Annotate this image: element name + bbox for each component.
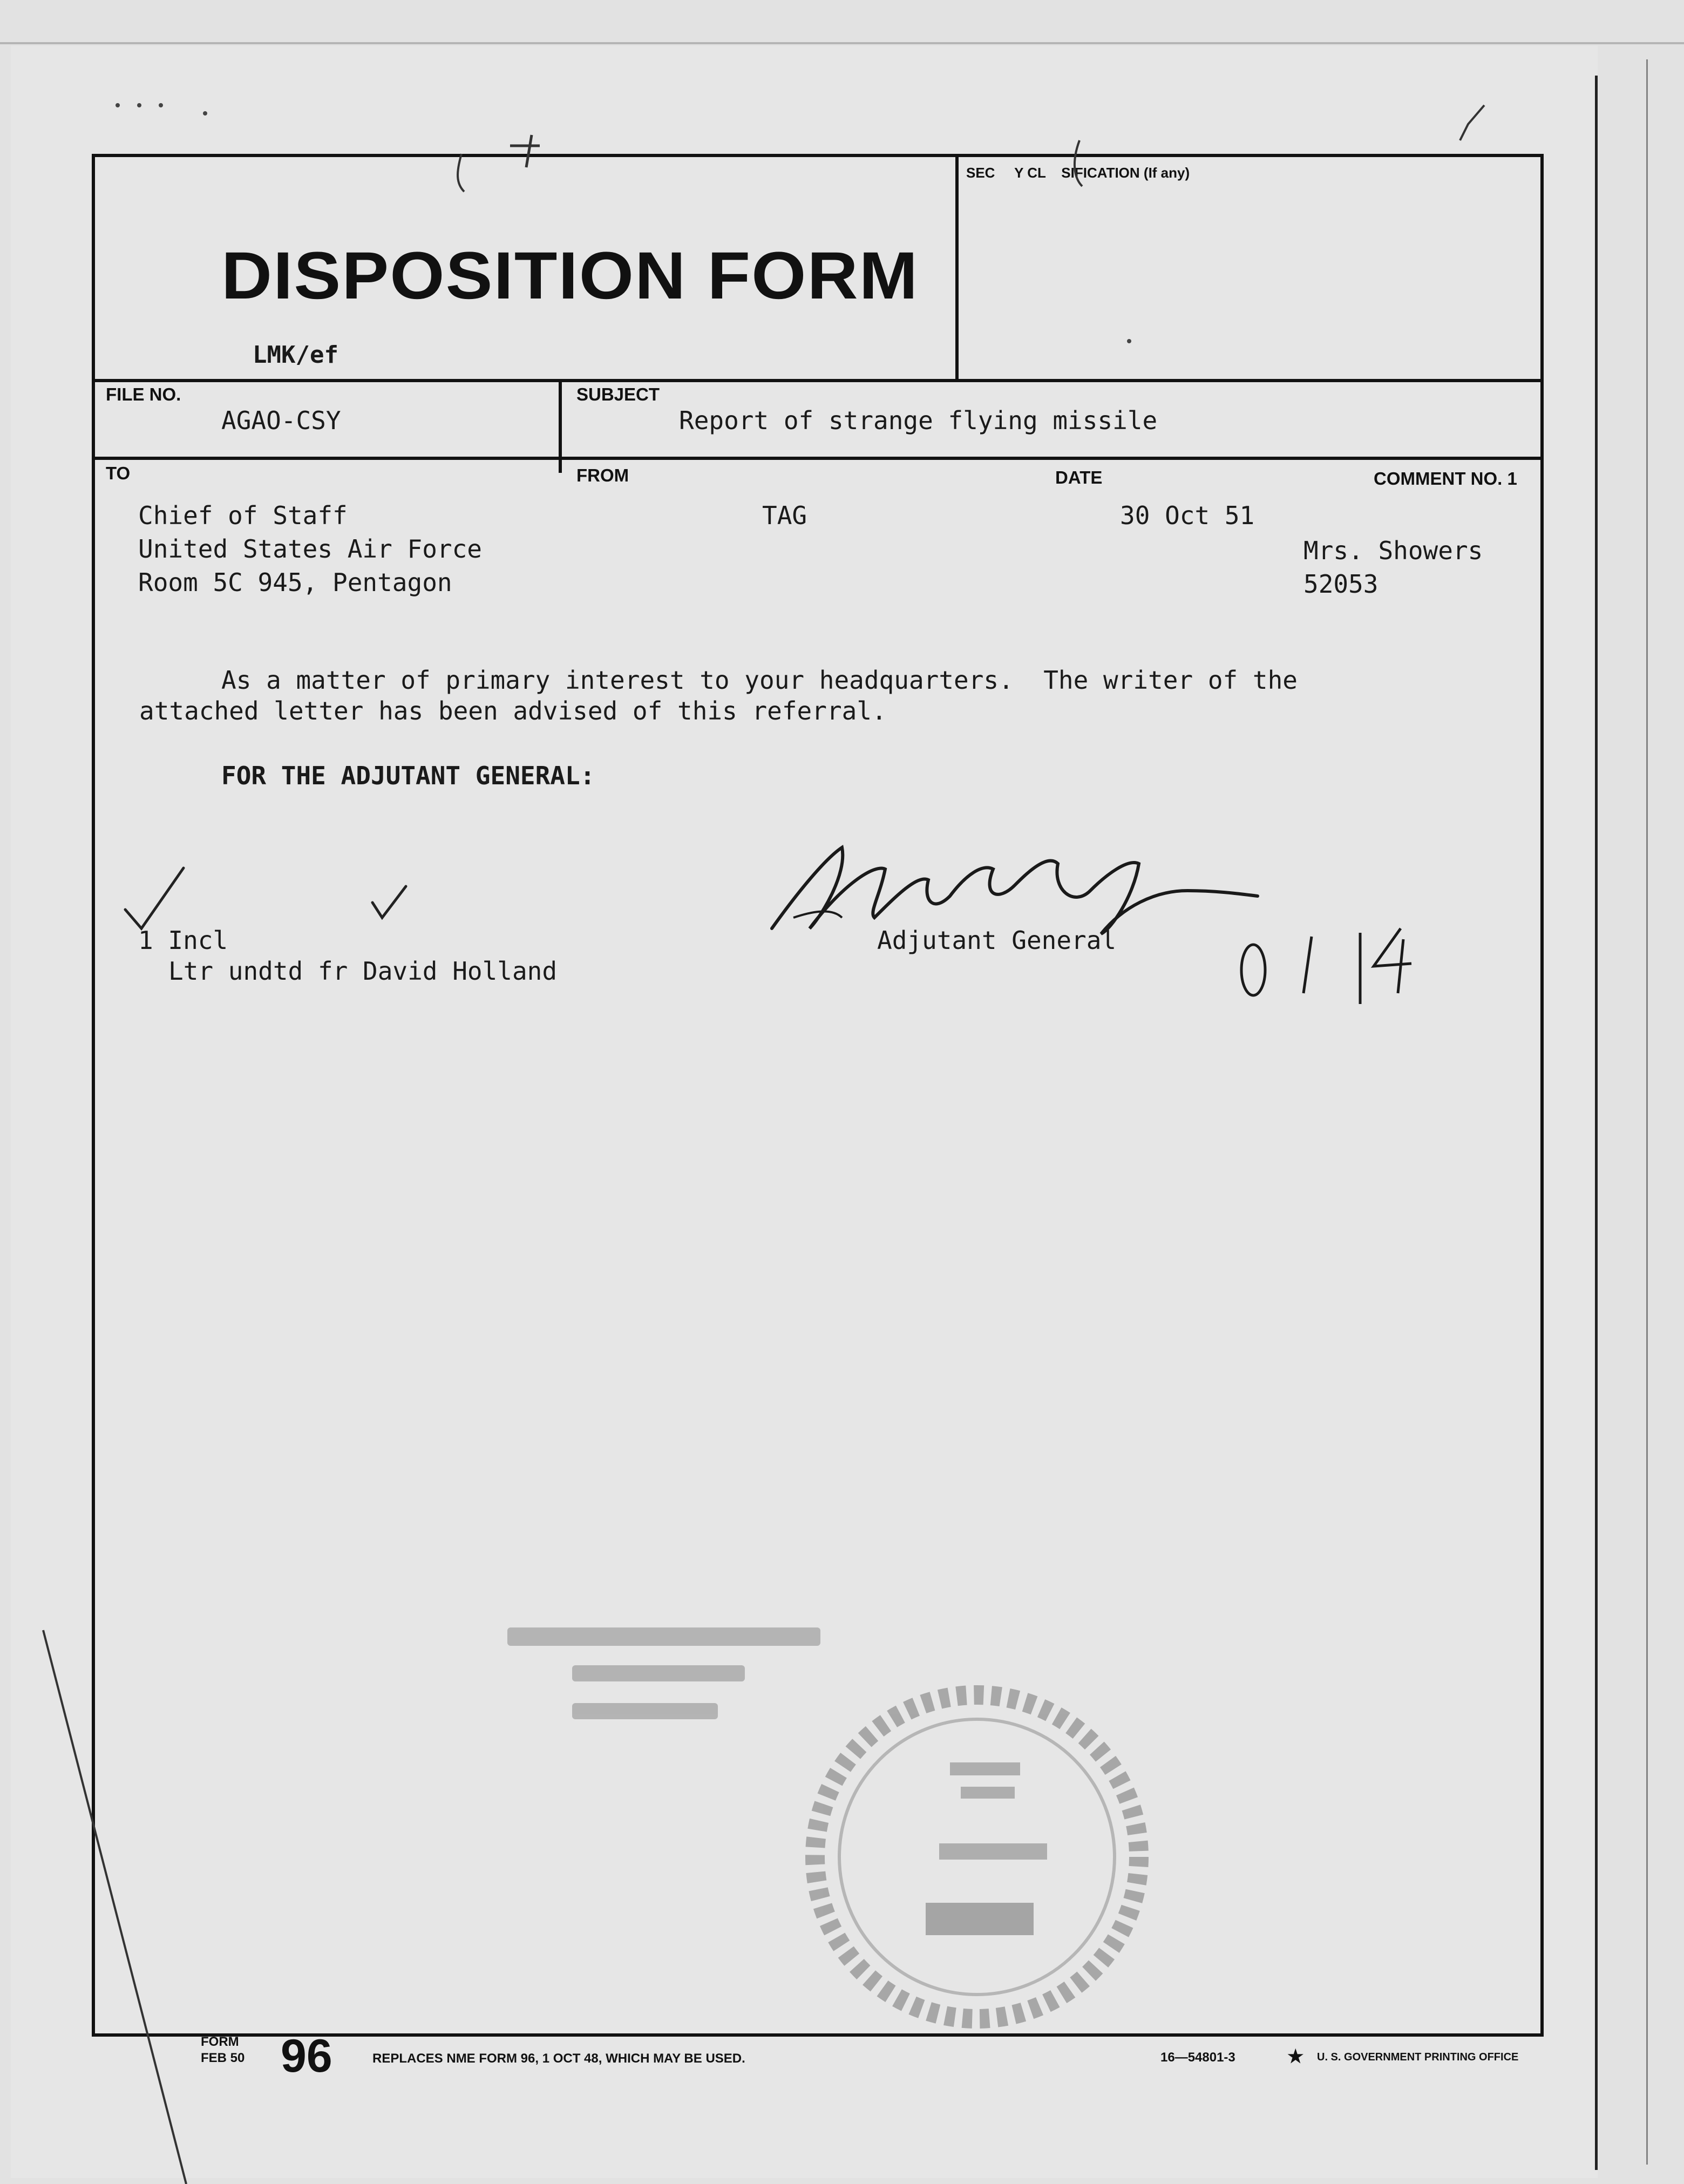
signature-block-heading: FOR THE ADJUTANT GENERAL: — [221, 761, 595, 790]
contact-name: Mrs. Showers — [1303, 536, 1483, 565]
received-stamp-block — [507, 1627, 820, 1719]
handwritten-note — [1241, 928, 1411, 1004]
top-corner-check — [1460, 105, 1484, 140]
signature — [772, 847, 1258, 934]
enclosure-count: 1 Incl — [138, 926, 228, 955]
reference-initials: LMK/ef — [253, 341, 338, 369]
folded-sheet-edge — [43, 1630, 186, 2184]
file-no-value: AGAO-CSY — [221, 406, 341, 435]
top-mark-right — [1075, 140, 1082, 186]
subject-label: SUBJECT — [576, 384, 660, 404]
comment-no-label: COMMENT NO. 1 — [1374, 469, 1517, 489]
signer-title: Adjutant General — [877, 926, 1117, 955]
body-line-2: attached letter has been advised of this referral. — [139, 696, 887, 725]
date-value: 30 Oct 51 — [1120, 501, 1255, 530]
form-title: DISPOSITION FORM — [221, 239, 919, 313]
printer-name: U. S. GOVERNMENT PRINTING OFFICE — [1317, 2051, 1519, 2063]
contact-phone: 52053 — [1303, 569, 1379, 599]
subject-value: Report of strange flying missile — [679, 406, 1158, 435]
star-icon: ★ — [1287, 2046, 1304, 2067]
to-line-2: United States Air Force — [138, 534, 482, 564]
form-label: FORM FEB 50 — [201, 2034, 245, 2065]
security-classification-label: SEC Y CL SIFICATION (If any) — [966, 165, 1190, 181]
check-mark-1 — [125, 868, 184, 928]
check-mark-2 — [372, 886, 406, 918]
to-line-3: Room 5C 945, Pentagon — [138, 568, 452, 597]
from-value: TAG — [762, 501, 807, 530]
replaces-note: REPLACES NME FORM 96, 1 OCT 48, WHICH MAY BE USED. — [372, 2051, 745, 2066]
form-number: 96 — [281, 2030, 332, 2082]
body-line-1: As a matter of primary interest to your headquarters. The writer of the — [221, 666, 1298, 695]
top-mark-left — [458, 154, 464, 192]
enclosure-description: Ltr undtd fr David Holland — [168, 957, 558, 986]
date-label: DATE — [1055, 467, 1103, 487]
from-label: FROM — [576, 465, 629, 485]
print-code: 16—54801-3 — [1160, 2050, 1235, 2065]
circular-postmark — [815, 1695, 1139, 2019]
to-line-1: Chief of Staff — [138, 501, 348, 530]
margin-dots — [116, 103, 1131, 343]
to-label: TO — [106, 463, 131, 483]
file-no-label: FILE NO. — [106, 384, 181, 404]
